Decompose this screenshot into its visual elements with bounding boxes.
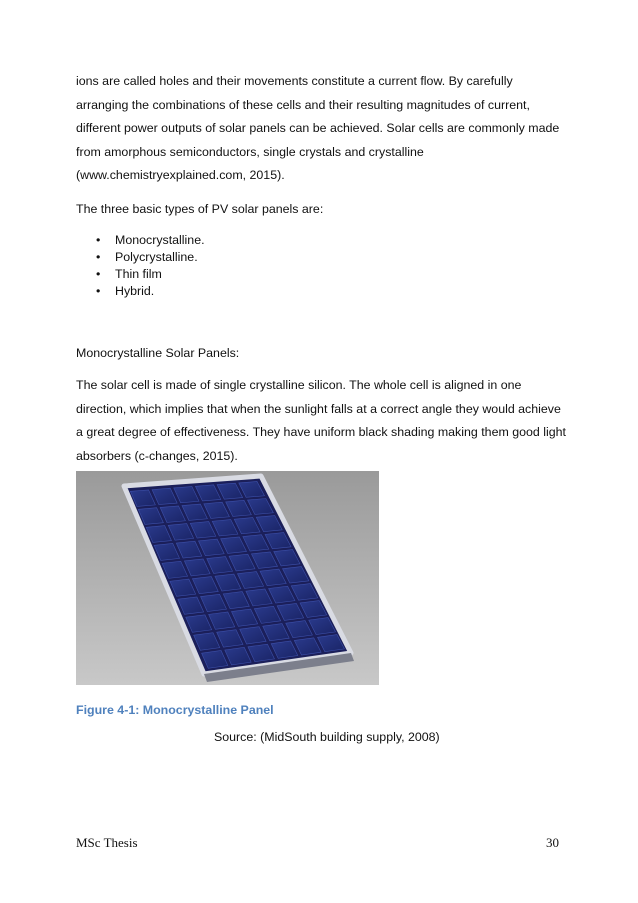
figure-source: Source: (MidSouth building supply, 2008) [214,730,440,744]
section-heading: Monocrystalline Solar Panels: [76,346,240,360]
list-item: • Polycrystalline. [96,249,205,266]
panel-types-list [96,232,205,300]
list-item: • Monocrystalline. [96,232,205,249]
figure-caption: Figure 4-1: Monocrystalline Panel [76,703,274,717]
list-item: • Hybrid. [96,283,205,300]
page-number: 30 [546,835,559,850]
mono-description-paragraph: The solar cell is made of single crystalline silicon. The whole cell is aligned in one direction, which implies that when the sunlight falls at a correct angle they would achieve a great degree of effectiveness. They have uniform black shading making them good light absorbers (c-changes, 2015). [76,378,566,463]
footer-title: MSc Thesis [76,835,138,850]
list-item: • Thin film [96,266,205,283]
types-lead-paragraph: The three basic types of PV solar panels are: [76,202,324,216]
solar-panel-photo [76,471,379,685]
intro-paragraph: ions are called holes and their movements constitute a current flow. By carefully arranging the combinations of these cells and their resulting magnitudes of current, different power outputs of solar panels can be achieved. Solar cells are commonly made from amorphous semiconductors, single crystals and crystalline (www.chemistryexplained.com, 2015). [76,74,560,182]
